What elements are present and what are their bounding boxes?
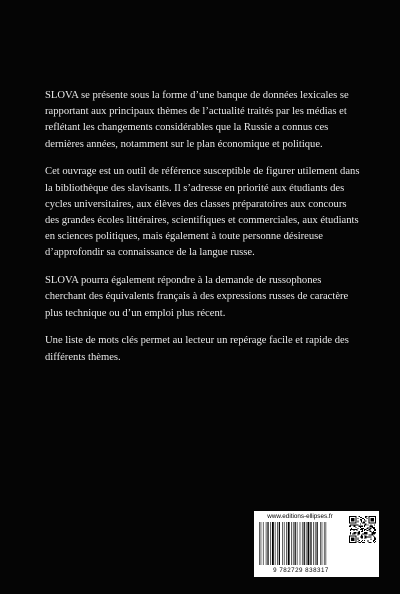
qr-module (359, 516, 360, 517)
qr-module (371, 526, 372, 527)
barcode-bar (275, 522, 276, 565)
qr-module (358, 528, 359, 529)
qr-module (351, 518, 354, 521)
qr-module (375, 530, 376, 531)
qr-module (365, 520, 366, 521)
qr-module (351, 525, 352, 526)
qr-module (364, 529, 365, 530)
qr-module (374, 530, 375, 531)
barcode-bar (297, 522, 298, 565)
barcode-bar (304, 522, 305, 565)
barcode-bar (266, 522, 267, 565)
qr-module (366, 530, 367, 531)
qr-module (367, 525, 368, 526)
qr-module (353, 533, 354, 534)
qr-module (374, 529, 375, 530)
qr-module (368, 542, 369, 543)
barcode-bar (288, 522, 290, 565)
blurb-paragraph-1: SLOVA se présente sous la forme d’une banque de données lexicales se rapportant aux principaux thèmes de l’actualité traités par les médias et reflétant les changements considérables que la Russie a connus ces dernières années, notamment sur le plan économique et politique. (45, 90, 349, 150)
qr-module (351, 538, 354, 541)
blurb-paragraph-3: SLOVA pourra également répondre à la demande de russophones cherchant des équivalents français à des expressions russes de caractère plus technique ou d’un emploi plus récent. (45, 275, 349, 319)
qr-module (358, 521, 359, 522)
qr-module (358, 539, 359, 540)
qr-module (361, 519, 362, 520)
qr-module (374, 537, 375, 538)
qr-module (367, 537, 368, 538)
qr-module (370, 529, 371, 530)
qr-module (358, 533, 359, 534)
qr-module (364, 522, 365, 523)
blurb-paragraph-4: Une liste de mots clés permet au lecteur un repérage facile et rapide des différents thèmes. (45, 335, 349, 363)
qr-module (374, 538, 375, 539)
qr-module (350, 532, 351, 533)
qr-module (354, 525, 355, 526)
qr-module (362, 530, 363, 531)
qr-module (354, 533, 355, 534)
qr-module (362, 542, 363, 543)
qr-module (353, 529, 354, 530)
qr-module (355, 532, 356, 533)
qr-module (355, 529, 356, 530)
qr-module (355, 527, 356, 528)
qr-module (365, 538, 366, 539)
qr-module (370, 527, 371, 528)
qr-module (359, 540, 360, 541)
qr-module (371, 539, 372, 540)
qr-module (371, 534, 372, 535)
barcode-bar (302, 522, 303, 565)
qr-module (352, 529, 353, 530)
qr-module (350, 530, 351, 531)
isbn-digits: 9 782729 838317 (273, 567, 329, 574)
qr-module (371, 525, 372, 526)
qr-module (350, 525, 351, 526)
qr-module (352, 533, 353, 534)
barcode-bar (277, 522, 278, 565)
qr-module (373, 535, 374, 536)
qr-module (364, 526, 365, 527)
qr-module (373, 527, 374, 528)
barcode-bar (295, 522, 296, 565)
qr-module (353, 532, 354, 533)
barcode-bar (279, 522, 280, 565)
qr-module (364, 535, 365, 536)
qr-module (361, 541, 362, 542)
qr-module (362, 526, 363, 527)
qr-module (364, 519, 365, 520)
qr-module (373, 540, 374, 541)
qr-module (351, 528, 352, 529)
barcode-bar (286, 522, 287, 565)
qr-module (374, 542, 375, 543)
qr-module (370, 537, 371, 538)
qr-module (362, 528, 363, 529)
barcode-bar (282, 522, 283, 565)
qr-module (372, 526, 373, 527)
qr-module (361, 535, 362, 536)
qr-module (355, 525, 356, 526)
barcode-bar (315, 522, 316, 565)
barcode-bar (267, 522, 268, 565)
qr-module (350, 526, 351, 527)
qr-module (363, 542, 364, 543)
blurb-paragraph-2: Cet ouvrage est un outil de référence susceptible de figurer utilement dans la bibliothèque des slavisants. Il s’adresse en priorité aux étudiants des cycles universitaires, aux élèves des classes préparatoires aux concours des grandes écoles littéraires, scientifiques et commerciales, aux étudiants en sciences politiques, mais également à toute personne désireuse d’approfondir sa connaissance de la langue russe. (45, 166, 360, 259)
barcode-bar (313, 522, 314, 565)
qr-module (363, 522, 364, 523)
barcode-bar (270, 522, 271, 565)
qr-module (361, 537, 362, 538)
qr-module (361, 531, 362, 532)
qr-module (363, 521, 364, 522)
qr-module (367, 530, 368, 531)
barcode-bar (293, 522, 294, 565)
qr-module (353, 526, 354, 527)
qr-module (360, 524, 361, 525)
qr-module (365, 525, 366, 526)
qr-module (372, 534, 373, 535)
qr-code-icon (349, 516, 376, 543)
qr-module (365, 524, 366, 525)
qr-module (367, 528, 368, 529)
blurb (45, 88, 363, 377)
qr-module (374, 525, 375, 526)
qr-module (362, 518, 363, 519)
qr-module (358, 538, 359, 539)
qr-module (370, 528, 371, 529)
qr-module (367, 527, 368, 528)
qr-module (360, 527, 361, 528)
qr-module (365, 537, 366, 538)
qr-module (366, 528, 367, 529)
qr-module (364, 532, 365, 533)
qr-module (359, 526, 360, 527)
barcode-bar (263, 522, 264, 565)
qr-module (375, 529, 376, 530)
qr-module (370, 530, 371, 531)
qr-module (374, 540, 375, 541)
qr-module (368, 534, 369, 535)
qr-module (373, 533, 374, 534)
qr-module (370, 531, 371, 532)
barcode-icon (258, 522, 344, 565)
qr-module (373, 528, 374, 529)
qr-module (363, 528, 364, 529)
qr-module (350, 533, 351, 534)
barcode-bar (310, 522, 311, 565)
qr-module (361, 528, 362, 529)
barcode-bar (261, 522, 262, 565)
qr-module (375, 532, 376, 533)
qr-module (361, 520, 362, 521)
qr-module (372, 527, 373, 528)
qr-module (364, 540, 365, 541)
qr-module (358, 518, 359, 519)
qr-module (360, 529, 361, 530)
qr-module (365, 529, 366, 530)
qr-module (362, 529, 363, 530)
qr-module (358, 520, 359, 521)
qr-module (375, 541, 376, 542)
qr-module (374, 539, 375, 540)
qr-module (367, 540, 368, 541)
qr-module (373, 531, 374, 532)
qr-module (362, 522, 363, 523)
qr-module (357, 529, 358, 530)
qr-module (363, 518, 364, 519)
qr-module (359, 542, 360, 543)
qr-module (366, 537, 367, 538)
qr-module (354, 529, 355, 530)
qr-module (364, 538, 365, 539)
qr-module (370, 526, 371, 527)
qr-module (358, 534, 359, 535)
qr-module (372, 532, 373, 533)
barcode-label (254, 511, 379, 577)
qr-module (362, 537, 363, 538)
qr-module (366, 516, 367, 517)
qr-module (373, 541, 374, 542)
qr-module (361, 534, 362, 535)
barcode-bar (259, 522, 260, 565)
qr-module (354, 532, 355, 533)
qr-module (357, 530, 358, 531)
qr-module (364, 521, 365, 522)
qr-module (353, 525, 354, 526)
qr-module (370, 534, 371, 535)
qr-module (374, 527, 375, 528)
qr-module (360, 517, 361, 518)
barcode-bar (306, 522, 307, 565)
qr-module (365, 533, 366, 534)
qr-module (362, 540, 363, 541)
barcode-bar (300, 522, 301, 565)
qr-module (358, 532, 359, 533)
qr-module (365, 517, 366, 518)
qr-module (371, 528, 372, 529)
qr-module (371, 537, 372, 538)
qr-module (357, 525, 358, 526)
barcode-bar (320, 522, 321, 565)
barcode-bar (326, 522, 327, 565)
qr-module (362, 533, 363, 534)
qr-module (350, 529, 351, 530)
qr-module (363, 533, 364, 534)
barcode-bar (272, 522, 274, 565)
barcode-bar (284, 522, 285, 565)
publisher-url: www.editions-ellipses.fr (267, 513, 333, 520)
qr-module (360, 537, 361, 538)
qr-module (370, 542, 371, 543)
qr-module (365, 535, 366, 536)
qr-module (358, 525, 359, 526)
qr-module (352, 525, 353, 526)
qr-module (367, 541, 368, 542)
qr-module (360, 526, 361, 527)
qr-module (361, 517, 362, 518)
qr-module (374, 532, 375, 533)
qr-module (351, 529, 352, 530)
qr-module (373, 532, 374, 533)
qr-module (365, 532, 366, 533)
qr-module (374, 533, 375, 534)
qr-module (371, 531, 372, 532)
qr-module (366, 532, 367, 533)
qr-module (362, 538, 363, 539)
qr-module (364, 533, 365, 534)
barcode-bar (291, 522, 292, 565)
qr-module (349, 526, 350, 527)
qr-module (362, 531, 363, 532)
qr-module (371, 518, 374, 521)
barcode-bar (322, 522, 323, 565)
qr-module (372, 533, 373, 534)
qr-module (359, 532, 360, 533)
qr-module (362, 535, 363, 536)
qr-module (359, 533, 360, 534)
barcode-bar (317, 522, 318, 565)
qr-module (353, 530, 354, 531)
qr-module (364, 525, 365, 526)
qr-module (374, 528, 375, 529)
qr-module (361, 538, 362, 539)
qr-module (371, 542, 372, 543)
qr-module (360, 542, 361, 543)
barcode-bar (324, 522, 325, 565)
qr-module (364, 542, 365, 543)
qr-module (375, 539, 376, 540)
qr-module (361, 521, 362, 522)
qr-module (366, 533, 367, 534)
qr-module (368, 529, 369, 530)
qr-module (364, 530, 365, 531)
qr-module (361, 526, 362, 527)
qr-module (360, 519, 361, 520)
qr-module (368, 537, 369, 538)
qr-module (361, 529, 362, 530)
barcode-bar (307, 522, 309, 565)
qr-module (365, 516, 366, 517)
qr-module (358, 541, 359, 542)
qr-module (354, 526, 355, 527)
qr-module (366, 518, 367, 519)
qr-module (375, 538, 376, 539)
qr-module (359, 531, 360, 532)
